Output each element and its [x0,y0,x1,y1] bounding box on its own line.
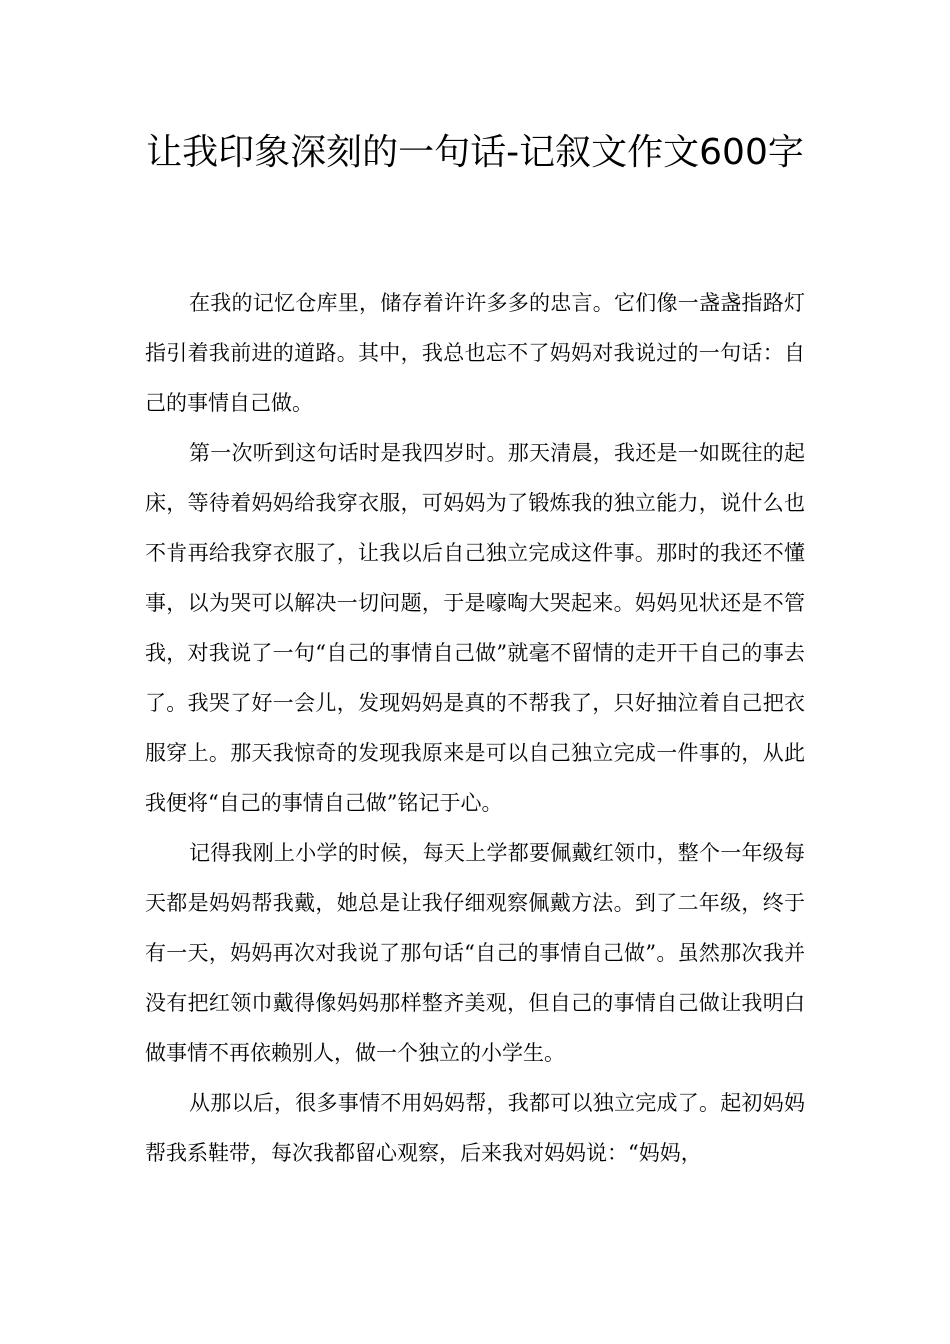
paragraph-1: 在我的记忆仓库里，储存着许许多多的忠言。它们像一盏盏指路灯指引着我前进的道路。其中，我总也忘不了妈妈对我说过的一句话：自己的事情自己做。 [145,291,805,415]
paragraph-4: 从那以后，很多事情不用妈妈帮，我都可以独立完成了。起初妈妈帮我系鞋带，每次我都留心观察，后来我对妈妈说：“妈妈， [145,1091,805,1165]
document-body [145,278,805,1178]
paragraph-3: 记得我刚上小学的时候，每天上学都要佩戴红领巾，整个一年级每天都是妈妈帮我戴，她总是让我仔细观察佩戴方法。到了二年级，终于有一天，妈妈再次对我说了那句话“自己的事情自己做”。虽然那次我并没有把红领巾戴得像妈妈那样整齐美观，但自己的事情自己做让我明白做事情不再依赖别人，做一个独立的小学生。 [145,841,805,1065]
paragraph-2: 第一次听到这句话时是我四岁时。那天清晨，我还是一如既往的起床，等待着妈妈给我穿衣服，可妈妈为了锻炼我的独立能力，说什么也不肯再给我穿衣服了，让我以后自己独立完成这件事。那时的我还不懂事，以为哭可以解决一切问题，于是嚎啕大哭起来。妈妈见状还是不管我，对我说了一句“自己的事情自己做”就毫不留情的走开干自己的事去了。我哭了好一会儿，发现妈妈是真的不帮我了，只好抽泣着自己把衣服穿上。那天我惊奇的发现我原来是可以自己独立完成一件事的，从此我便将“自己的事情自己做”铭记于心。 [145,441,805,815]
document-title: 让我印象深刻的一句话-记叙文作文600字 [146,132,804,173]
